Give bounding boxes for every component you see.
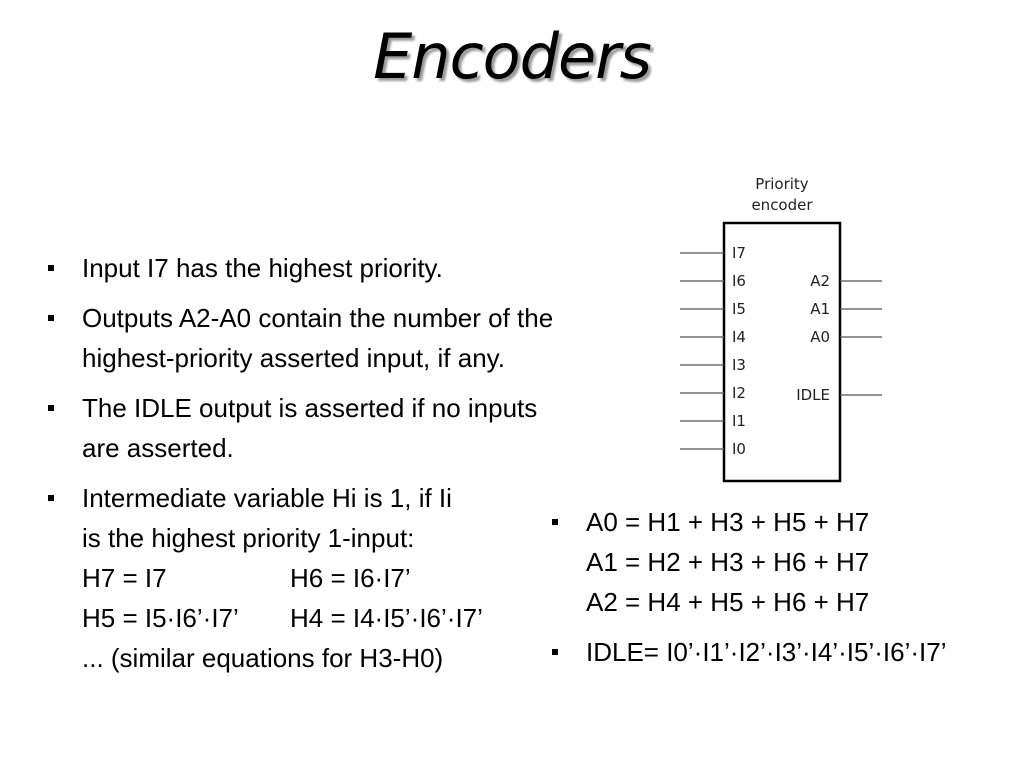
input-label-i6: I6 (732, 272, 746, 290)
output-label-idle: IDLE (796, 386, 830, 404)
input-label-i1: I1 (732, 412, 746, 430)
bullet-square-icon (552, 519, 558, 525)
right-bullet-list (546, 502, 1006, 682)
input-label-i2: I2 (732, 384, 746, 402)
output-label-a0: A0 (810, 328, 830, 346)
input-label-i0: I0 (732, 440, 746, 458)
diagram-header-line: encoder (751, 196, 813, 214)
bullet-square-icon (48, 405, 54, 411)
bullet-idle: The IDLE output is asserted if no inputs are asserted. (42, 388, 622, 468)
output-label-a1: A1 (810, 300, 830, 318)
bullet-square-icon (48, 495, 54, 501)
input-label-i4: I4 (732, 328, 746, 346)
bullet-output-equations: A0 = H1 + H3 + H5 + H7 A1 = H2 + H3 + H6 + H7 A2 = H4 + H5 + H6 + H7 (546, 502, 1006, 622)
bullet-intermediate: Intermediate variable Hi is 1, if Ii is the highest priority 1-input: H7 = I7 H6 = I6·I7’ H5 = I5·I6’·I7’ H4 = I4·I5’·I6’·I7’ ... (similar equations for H3-H0) (42, 478, 622, 678)
bullet-square-icon (552, 649, 558, 655)
priority-encoder-diagram (660, 165, 900, 490)
bullet-square-icon (48, 315, 54, 321)
slide-title: Encoders (373, 20, 651, 93)
bullet-square-icon (48, 265, 54, 271)
input-label-i7: I7 (732, 244, 746, 262)
bullet-priority: Input I7 has the highest priority. (42, 248, 622, 288)
output-label-a2: A2 (810, 272, 830, 290)
diagram-header-line: Priority (755, 175, 809, 193)
bullet-outputs: Outputs A2-A0 contain the number of the highest-priority asserted input, if any. (42, 298, 622, 378)
left-bullet-list (42, 248, 622, 688)
input-label-i5: I5 (732, 300, 746, 318)
bullet-idle-equation: IDLE= I0’·I1’·I2’·I3’·I4’·I5’·I6’·I7’ (546, 632, 1006, 672)
equation-row: H7 = I7 H6 = I6·I7’ (82, 563, 411, 593)
equation-row: H5 = I5·I6’·I7’ H4 = I4·I5’·I6’·I7’ (82, 603, 483, 633)
input-label-i3: I3 (732, 356, 746, 374)
